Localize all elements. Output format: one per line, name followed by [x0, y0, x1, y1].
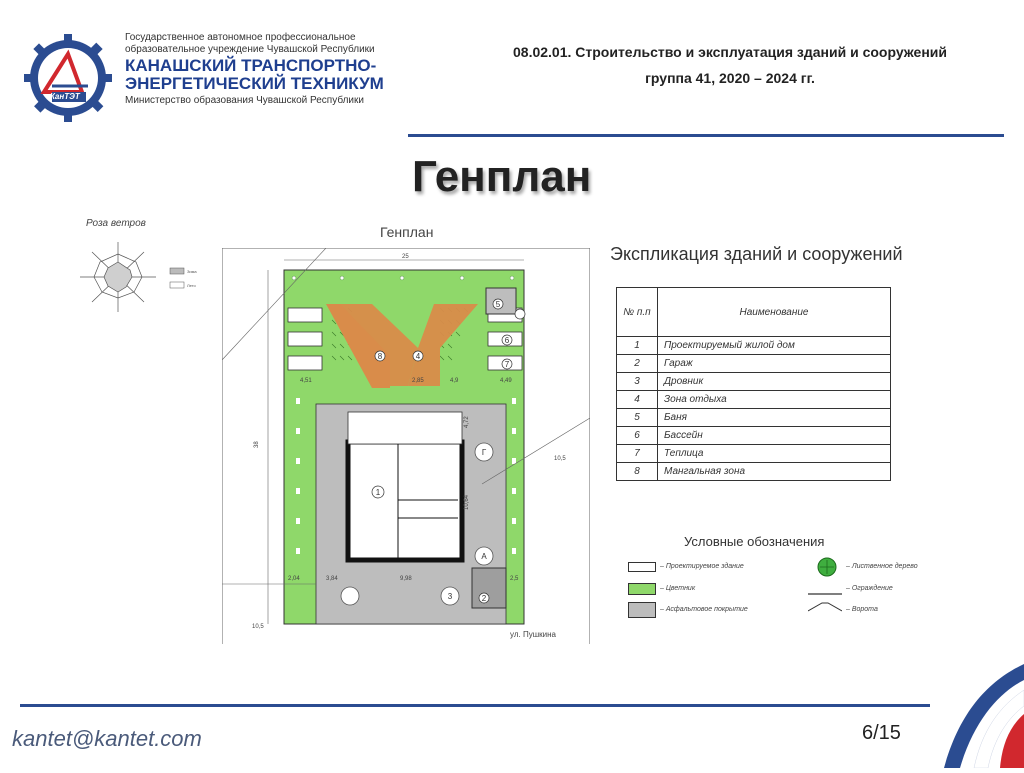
tree-icon [816, 556, 838, 578]
row-name: Дровник [658, 373, 891, 391]
row-number: 1 [617, 337, 658, 355]
program-line-2: группа 41, 2020 – 2024 гг. [645, 70, 815, 86]
table-row [617, 337, 891, 355]
svg-text:10,5: 10,5 [554, 456, 566, 462]
legend-title: Условные обозначения [684, 534, 825, 549]
svg-text:9,98: 9,98 [400, 576, 412, 582]
org-ministry: Министерство образования Чувашской Республики [125, 95, 364, 106]
street-label: ул. Пушкина [510, 630, 556, 639]
row-name: Зона отдыха [658, 391, 891, 409]
row-number: 6 [617, 427, 658, 445]
row-name: Проектируемый жилой дом [658, 337, 891, 355]
row-name: Мангальная зона [658, 463, 891, 481]
table-header-row [617, 288, 891, 337]
row-number: 3 [617, 373, 658, 391]
row-name: Гараж [658, 355, 891, 373]
gate-icon [808, 600, 842, 612]
svg-text:2,5: 2,5 [510, 576, 519, 582]
row-number: 5 [617, 409, 658, 427]
svg-text:2,04: 2,04 [288, 576, 300, 582]
table-row [617, 373, 891, 391]
page-title: Генплан [412, 152, 592, 201]
row-name: Бассейн [658, 427, 891, 445]
svg-text:3,84: 3,84 [326, 576, 338, 582]
svg-text:4: 4 [415, 352, 421, 361]
row-name: Баня [658, 409, 891, 427]
legend-label-building: – Проектируемое здание [660, 563, 744, 570]
wind-rose-diagram [70, 232, 210, 322]
svg-text:Г: Г [481, 448, 487, 457]
svg-text:2,85: 2,85 [412, 378, 424, 384]
header-name: Наименование [658, 288, 891, 337]
svg-text:А: А [481, 552, 487, 561]
header-number: № п.п [617, 288, 658, 337]
svg-text:25: 25 [402, 254, 409, 260]
row-number: 2 [617, 355, 658, 373]
svg-text:2: 2 [481, 594, 487, 603]
logo-text: КанТЭТ [50, 92, 80, 101]
table-row [617, 427, 891, 445]
legend-swatch-building [628, 562, 656, 572]
org-line-2: образовательное учреждение Чувашской Республики [125, 44, 375, 55]
org-name-1: КАНАШСКИЙ ТРАНСПОРТНО- [125, 56, 377, 75]
svg-text:4,49: 4,49 [500, 378, 512, 384]
svg-text:1: 1 [375, 488, 381, 497]
table-row [617, 463, 891, 481]
svg-text:4,51: 4,51 [300, 378, 312, 384]
table-row [617, 409, 891, 427]
explication-table-wrap [616, 287, 891, 481]
page-counter: 6/15 [862, 722, 901, 744]
legend-label-flowerbed: – Цветник [660, 585, 696, 592]
table-row [617, 445, 891, 463]
row-number: 8 [617, 463, 658, 481]
footer-email[interactable]: kantet@kantet.com [12, 726, 202, 751]
plan-caption: Генплан [380, 224, 434, 240]
row-number: 4 [617, 391, 658, 409]
legend-label-tree: – Лиственное дерево [846, 563, 918, 570]
footer-divider [20, 704, 930, 707]
explication-table [616, 287, 891, 481]
svg-text:6: 6 [504, 336, 510, 345]
header-divider [408, 134, 1004, 137]
table-row [617, 355, 891, 373]
org-name-2: ЭНЕРГЕТИЧЕСКИЙ ТЕХНИКУМ [125, 74, 384, 93]
explication-title: Экспликация зданий и сооружений [610, 244, 903, 264]
row-number: 7 [617, 445, 658, 463]
svg-text:4,72: 4,72 [464, 416, 470, 428]
fence-icon [808, 584, 842, 590]
svg-text:38: 38 [254, 441, 260, 448]
svg-text:8: 8 [377, 352, 383, 361]
legend-label-fence: – Ограждение [846, 585, 893, 592]
flag-swoosh-icon [930, 660, 1024, 768]
svg-text:7: 7 [504, 360, 510, 369]
svg-text:4,9: 4,9 [450, 378, 459, 384]
legend-swatch-asphalt [628, 602, 656, 618]
legend-label-asphalt: – Асфальтовое покрытие [660, 606, 748, 613]
svg-text:Зима: Зима [187, 269, 197, 274]
org-line-1: Государственное автономное профессиональное [125, 32, 356, 43]
svg-text:3: 3 [447, 592, 453, 601]
svg-text:10,5: 10,5 [252, 624, 264, 630]
legend-swatch-flowerbed [628, 583, 656, 595]
svg-text:5: 5 [495, 300, 501, 309]
program-line-1: 08.02.01. Строительство и эксплуатация зданий и сооружений [513, 44, 947, 60]
svg-text:10,64: 10,64 [464, 494, 470, 510]
table-row [617, 391, 891, 409]
row-name: Теплица [658, 445, 891, 463]
site-plan [222, 248, 590, 644]
wind-rose-title: Роза ветров [86, 218, 146, 229]
legend-label-gate: – Ворота [846, 606, 878, 613]
svg-text:Лето: Лето [187, 283, 196, 288]
college-logo [22, 32, 114, 124]
